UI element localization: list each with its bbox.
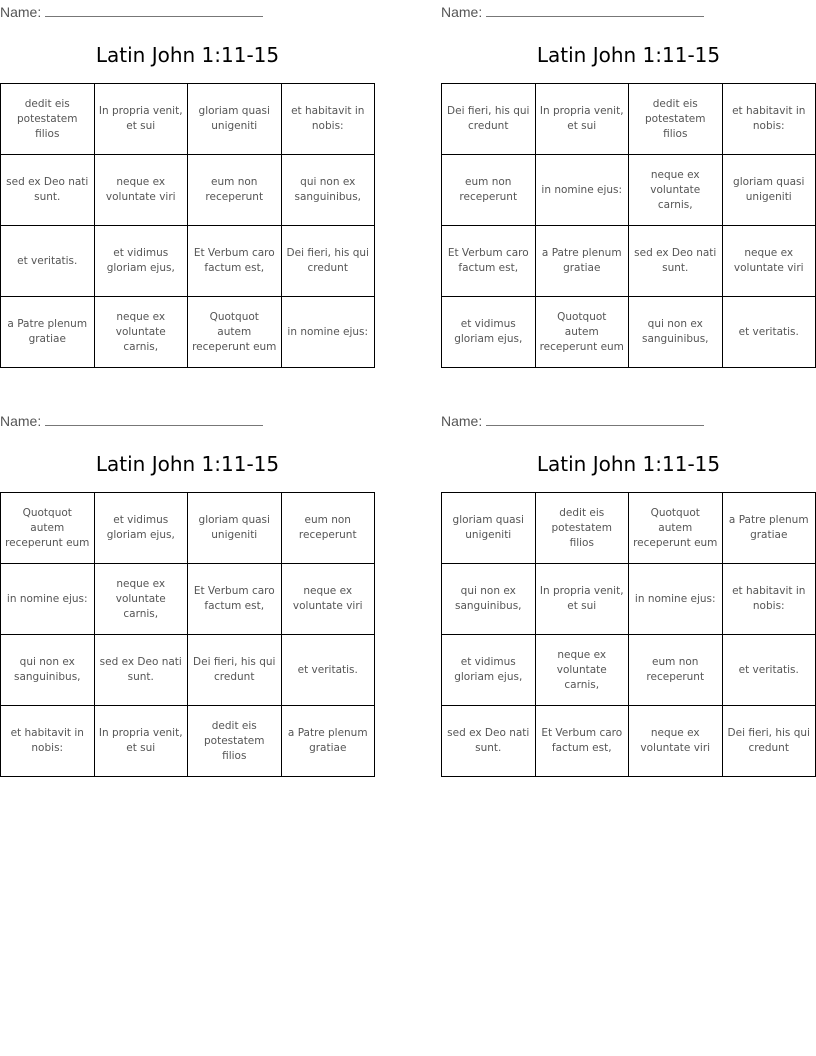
grid-cell: qui non ex sanguinibus, [629, 297, 723, 368]
grid-cell: et habitavit in nobis: [722, 84, 816, 155]
grid-cell: sed ex Deo nati sunt. [1, 155, 95, 226]
grid-row [442, 706, 816, 777]
grid-cell: Et Verbum caro factum est, [442, 226, 536, 297]
grid-cell: neque ex voluntate viri [629, 706, 723, 777]
grid-cell: eum non receperunt [188, 155, 282, 226]
grid-cell: gloriam quasi unigeniti [188, 84, 282, 155]
name-field [0, 2, 263, 20]
grid-cell: neque ex voluntate carnis, [535, 635, 629, 706]
grid-row [1, 84, 375, 155]
grid-row [1, 226, 375, 297]
grid-cell: eum non receperunt [629, 635, 723, 706]
grid-row [1, 297, 375, 368]
grid-cell: Et Verbum caro factum est, [188, 226, 282, 297]
name-field [0, 411, 263, 429]
grid-cell: a Patre plenum gratiae [535, 226, 629, 297]
grid-cell: neque ex voluntate viri [281, 564, 375, 635]
grid-cell: et veritatis. [281, 635, 375, 706]
grid-cell: in nomine ejus: [535, 155, 629, 226]
grid-row [1, 706, 375, 777]
name-label: Name: [441, 413, 483, 429]
grid-cell: neque ex voluntate carnis, [629, 155, 723, 226]
grid-cell: Quotquot autem receperunt eum [188, 297, 282, 368]
grid-cell: gloriam quasi unigeniti [188, 493, 282, 564]
grid-cell: in nomine ejus: [1, 564, 95, 635]
name-blank-line [45, 2, 263, 17]
grid-cell: Quotquot autem receperunt eum [629, 493, 723, 564]
name-label: Name: [0, 413, 42, 429]
grid-row [1, 493, 375, 564]
grid-row [442, 493, 816, 564]
grid-row [1, 635, 375, 706]
grid-cell: neque ex voluntate viri [722, 226, 816, 297]
name-field [441, 2, 704, 20]
grid-cell: eum non receperunt [281, 493, 375, 564]
grid-cell: Et Verbum caro factum est, [535, 706, 629, 777]
grid-cell: neque ex voluntate carnis, [94, 297, 188, 368]
grid-row [1, 155, 375, 226]
grid-cell: dedit eis potestatem filios [188, 706, 282, 777]
grid-cell: a Patre plenum gratiae [1, 297, 95, 368]
name-blank-line [45, 411, 263, 426]
card-title: Latin John 1:11-15 [95, 43, 280, 67]
grid-cell: Dei fieri, his qui credunt [188, 635, 282, 706]
name-field [441, 411, 704, 429]
grid-cell: neque ex voluntate viri [94, 155, 188, 226]
grid-cell: et veritatis. [722, 635, 816, 706]
grid-cell: Quotquot autem receperunt eum [1, 493, 95, 564]
grid-cell: qui non ex sanguinibus, [1, 635, 95, 706]
grid-cell: a Patre plenum gratiae [722, 493, 816, 564]
grid-cell: qui non ex sanguinibus, [281, 155, 375, 226]
bingo-grid [441, 83, 816, 368]
grid-cell: In propria venit, et sui [535, 564, 629, 635]
grid-cell: et vidimus gloriam ejus, [442, 297, 536, 368]
grid-row [1, 564, 375, 635]
grid-cell: dedit eis potestatem filios [1, 84, 95, 155]
name-label: Name: [441, 4, 483, 20]
grid-cell: eum non receperunt [442, 155, 536, 226]
name-label: Name: [0, 4, 42, 20]
grid-cell: et veritatis. [722, 297, 816, 368]
grid-row [442, 155, 816, 226]
grid-row [442, 564, 816, 635]
grid-row [442, 84, 816, 155]
grid-cell: et veritatis. [1, 226, 95, 297]
grid-cell: Dei fieri, his qui credunt [722, 706, 816, 777]
grid-cell: gloriam quasi unigeniti [442, 493, 536, 564]
grid-cell: Et Verbum caro factum est, [188, 564, 282, 635]
grid-cell: dedit eis potestatem filios [535, 493, 629, 564]
grid-row [442, 226, 816, 297]
name-blank-line [486, 2, 704, 17]
grid-cell: Dei fieri, his qui credunt [281, 226, 375, 297]
grid-cell: Dei fieri, his qui credunt [442, 84, 536, 155]
grid-cell: sed ex Deo nati sunt. [94, 635, 188, 706]
grid-cell: In propria venit, et sui [535, 84, 629, 155]
grid-cell: a Patre plenum gratiae [281, 706, 375, 777]
grid-cell: qui non ex sanguinibus, [442, 564, 536, 635]
grid-row [442, 297, 816, 368]
grid-cell: In propria venit, et sui [94, 84, 188, 155]
card-title: Latin John 1:11-15 [95, 452, 280, 476]
name-blank-line [486, 411, 704, 426]
grid-cell: in nomine ejus: [281, 297, 375, 368]
card-title: Latin John 1:11-15 [536, 43, 721, 67]
grid-cell: gloriam quasi unigeniti [722, 155, 816, 226]
grid-cell: et habitavit in nobis: [1, 706, 95, 777]
grid-cell: et vidimus gloriam ejus, [94, 493, 188, 564]
grid-cell: sed ex Deo nati sunt. [629, 226, 723, 297]
bingo-grid [0, 83, 375, 368]
bingo-grid [441, 492, 816, 777]
grid-cell: in nomine ejus: [629, 564, 723, 635]
grid-row [442, 635, 816, 706]
grid-cell: et vidimus gloriam ejus, [94, 226, 188, 297]
grid-cell: et habitavit in nobis: [722, 564, 816, 635]
grid-cell: neque ex voluntate carnis, [94, 564, 188, 635]
grid-cell: dedit eis potestatem filios [629, 84, 723, 155]
grid-cell: Quotquot autem receperunt eum [535, 297, 629, 368]
grid-cell: In propria venit, et sui [94, 706, 188, 777]
grid-cell: et habitavit in nobis: [281, 84, 375, 155]
grid-cell: et vidimus gloriam ejus, [442, 635, 536, 706]
grid-cell: sed ex Deo nati sunt. [442, 706, 536, 777]
card-title: Latin John 1:11-15 [536, 452, 721, 476]
bingo-grid [0, 492, 375, 777]
